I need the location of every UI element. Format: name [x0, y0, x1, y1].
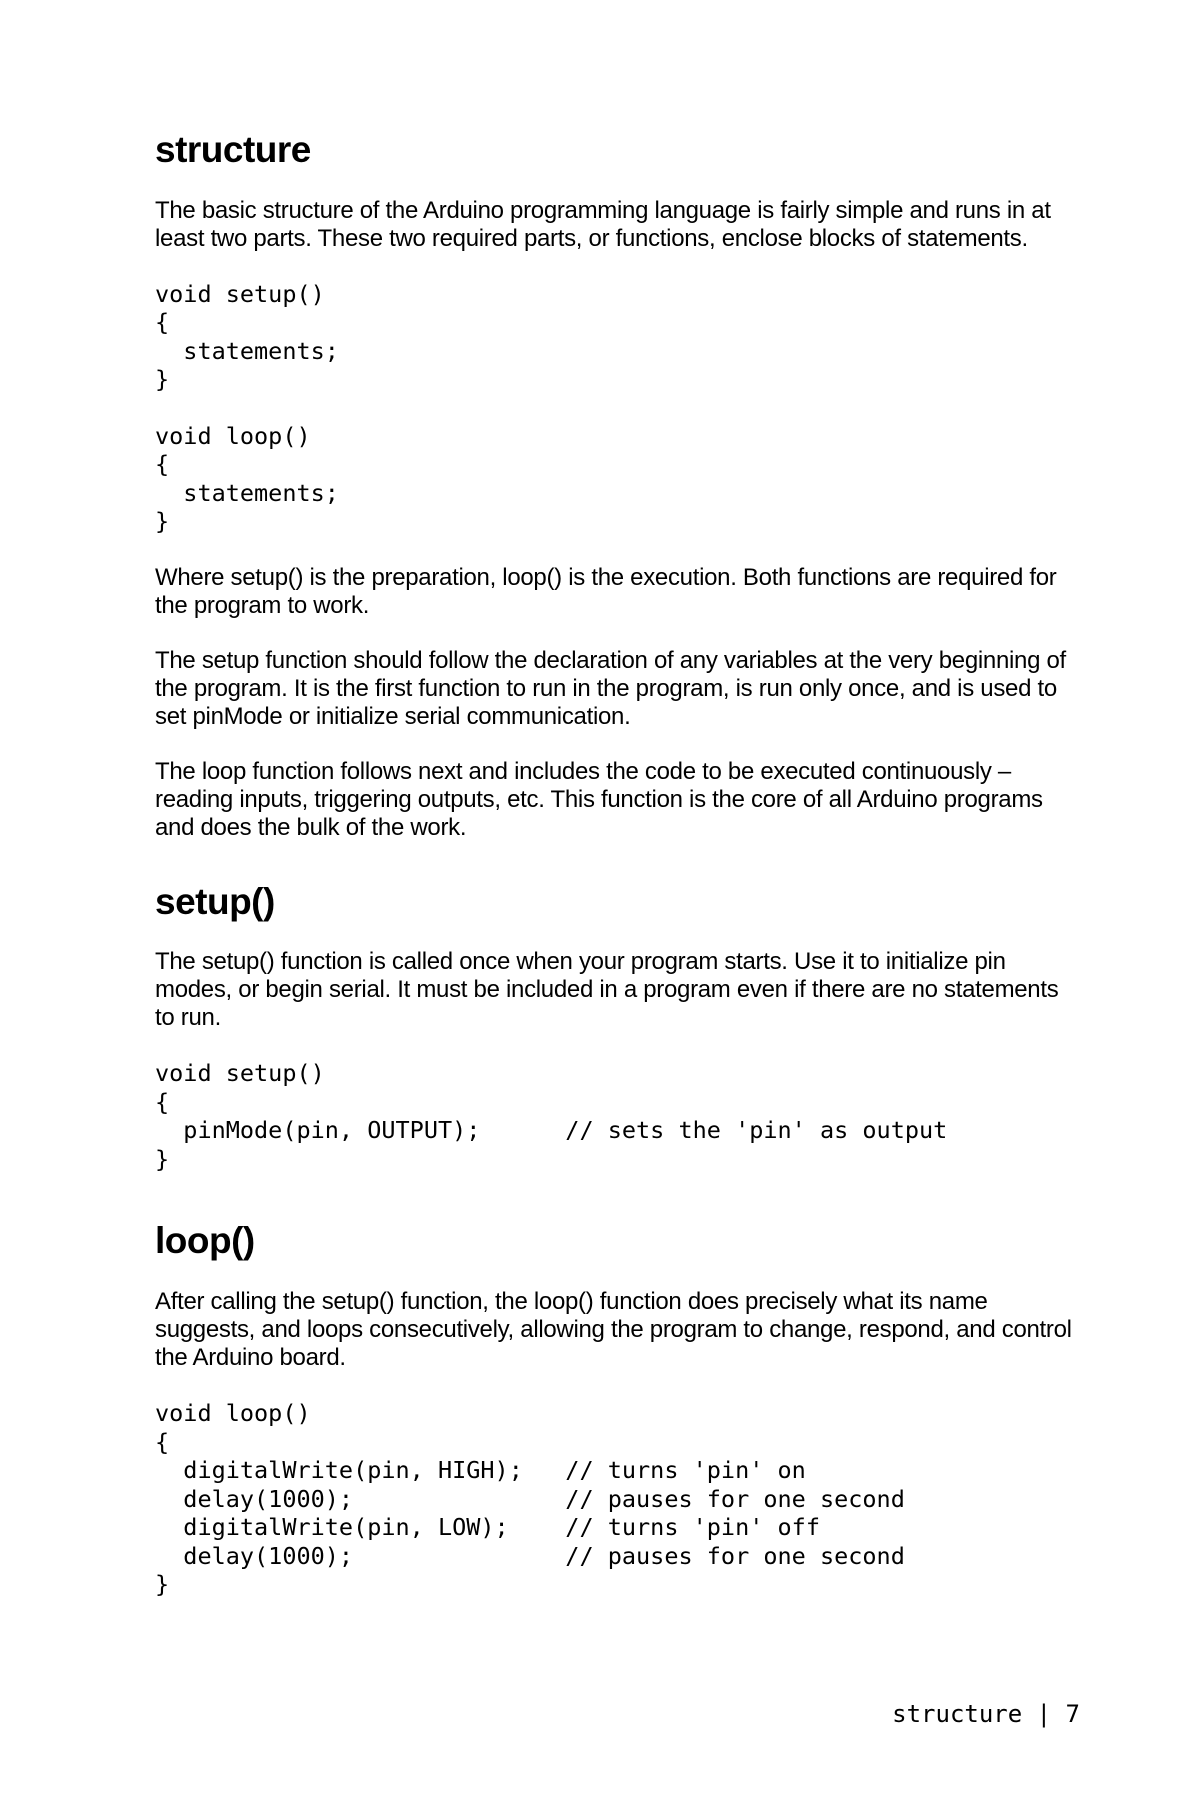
setup-example-code: void setup() { pinMode(pin, OUTPUT); // sets the 'pin' as output }	[155, 1059, 948, 1173]
page-footer: structure | 7	[892, 1700, 1080, 1728]
loop-skeleton-code: void loop() { statements; }	[155, 421, 339, 536]
setup-skeleton-code: void setup() { statements; }	[155, 279, 339, 394]
loop-heading: loop()	[155, 1220, 255, 1262]
structure-intro-paragraph: The basic structure of the Arduino programming language is fairly simple and runs in at least two parts. These two required parts, or functions, enclose blocks of statements.	[155, 196, 1051, 252]
setup-function-paragraph: The setup function should follow the declaration of any variables at the very beginning of the program. It is the first function to run in the program, is run only once, and is used to set pinMode or initialize serial communication.	[155, 646, 1066, 730]
setup-heading: setup()	[155, 880, 275, 922]
loop-section	[155, 1221, 1075, 1598]
where-paragraph: Where setup() is the preparation, loop() is the execution. Both functions are required for the program to work.	[155, 563, 1057, 619]
loop-body-paragraph: After calling the setup() function, the loop() function does precisely what its name suggests, and loops consecutively, allowing the program to change, respond, and control the Arduino board.	[155, 1288, 1072, 1372]
page-content	[155, 130, 1075, 1627]
structure-section	[155, 130, 1075, 842]
setup-body-paragraph: The setup() function is called once when your program starts. Use it to initialize pin modes, or begin serial. It must be included in a program even if there are no statements to run.	[155, 948, 1059, 1032]
loop-function-paragraph: The loop function follows next and includes the code to be executed continuously – reading inputs, triggering outputs, etc. This function is the core of all Arduino programs and does the bulk of the work.	[155, 757, 1043, 841]
structure-heading: structure	[155, 129, 311, 170]
loop-example-code: void loop() { digitalWrite(pin, HIGH); // turns 'pin' on delay(1000); // pauses for one second digitalWrite(pin, LOW); // turns 'pin' off delay(1000); // pauses for one second }	[155, 1399, 905, 1599]
setup-section	[155, 882, 1075, 1174]
